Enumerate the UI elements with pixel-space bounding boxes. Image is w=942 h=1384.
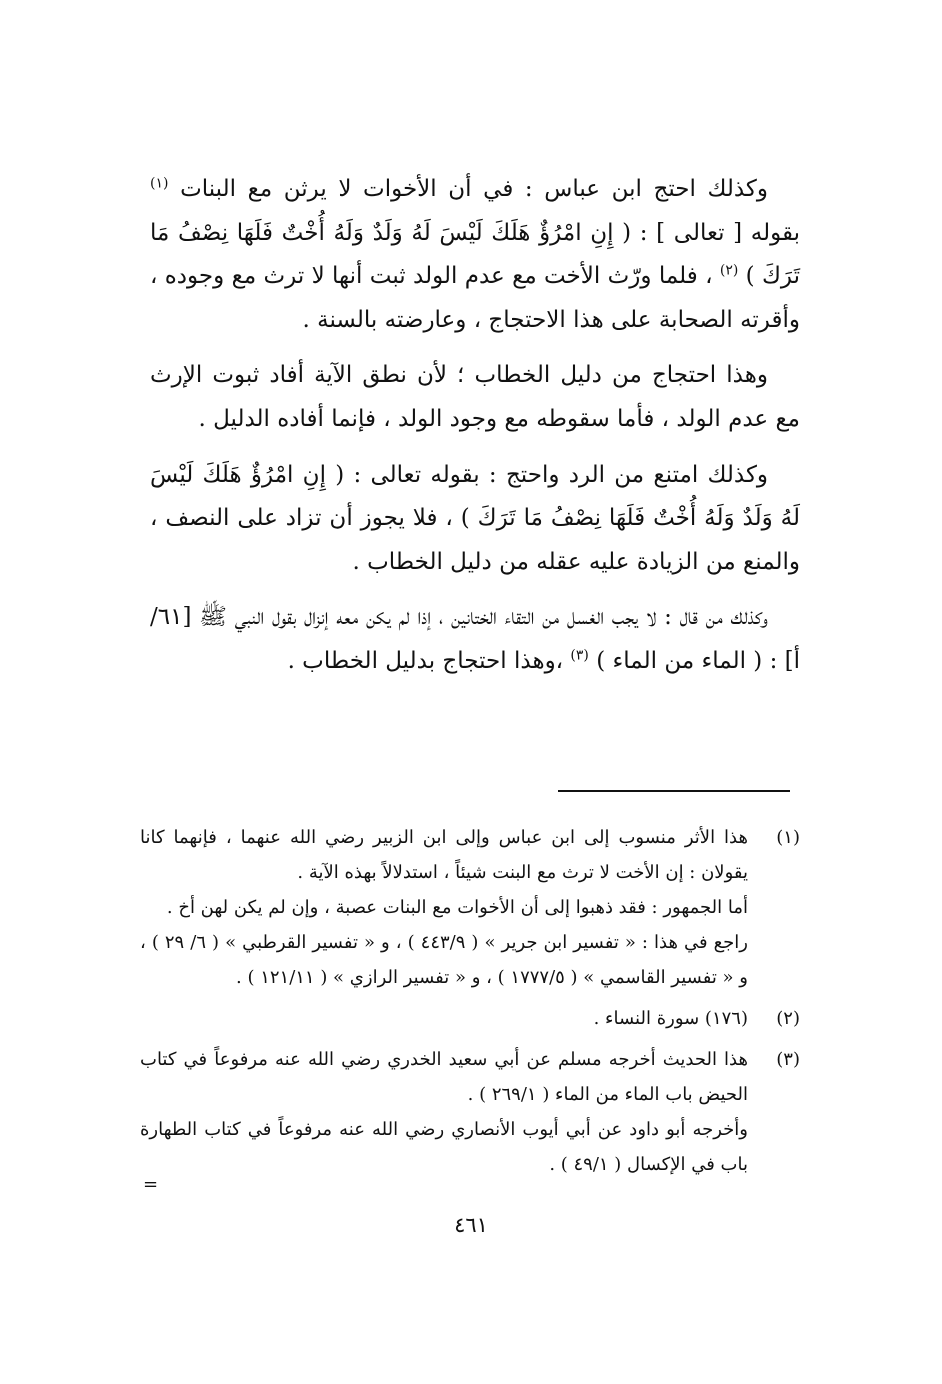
footnote-line: هذا الأثر منسوب إلى ابن عباس وإلى ابن الزبير رضي الله عنهما ، فإنهما كانا يقولان : إن الأخت لا ترث مع البنت شيئاً ، استدلالاً بهذه الآية .: [140, 827, 748, 883]
footnote-ref-3: (٣): [570, 647, 589, 664]
footnote-ref-2: (٢): [719, 262, 739, 279]
footnote-line: (١٧٦) سورة النساء .: [593, 1008, 748, 1029]
footnotes: [140, 820, 800, 1188]
footnote-1: [140, 820, 800, 995]
paragraph-2: وهذا احتجاج من دليل الخطاب ؛ لأن نطق الآية أفاد ثبوت الإرث مع عدم الولد ، فأما سقوطه مع وجود الولد ، فإنما أفاده الدليل .: [150, 362, 800, 432]
paragraph-1-text-continued: ، فلما ورّث الأخت مع عدم الولد ثبت أنها لا ترث مع وجوده ، وأقرته الصحابة على هذا الاحتجاج ، وعارضته بالسنة .: [150, 263, 800, 333]
footnote-line: هذا الحديث أخرجه مسلم عن أبي سعيد الخدري رضي الله عنه مرفوعاً في كتاب الحيض باب الماء من الماء ( ٢٦٩/١ ) .: [140, 1049, 748, 1105]
paragraph-1: [150, 168, 800, 342]
footnote-line: وأخرجه أبو داود عن أبي أيوب الأنصاري رضي الله عنه مرفوعاً في كتاب الطهارة باب في الإكسال ( ٤٩/١ ) .: [140, 1119, 748, 1175]
paragraph-4-text: وكذلك من قال : لا يجب الغسل من التقاء الختانين ، إذا لم يكن معه إنزال بقول النبي ﷺ [٦١/أ] : ( الماء من الماء ): [150, 604, 800, 674]
footnote-number: (٢): [776, 1008, 800, 1029]
footnote-number: (٣): [776, 1049, 800, 1070]
main-text: [150, 168, 800, 696]
paragraph-1-quran-quote: بقوله [ تعالى ] : ( إِنِ امْرُؤٌ هَلَكَ لَيْسَ لَهُ وَلَدٌ وَلَهُ أُخْتٌ فَلَهَا نِصْفُ مَا تَرَكَ ): [150, 219, 801, 290]
footnote-2: [140, 1001, 800, 1036]
footnote-number: (١): [776, 827, 800, 848]
footnote-3: [140, 1042, 800, 1182]
footnote-ref-1: (١): [150, 175, 169, 192]
paragraph-1-text: وكذلك احتج ابن عباس : في أن الأخوات لا يرثن مع البنات: [180, 176, 768, 202]
paragraph-4-text-continued: ،وهذا احتجاج بدليل الخطاب .: [287, 647, 564, 674]
paragraph-3: وكذلك امتنع من الرد واحتج : بقوله تعالى : ( إِنِ امْرُؤٌ هَلَكَ لَيْسَ لَهُ وَلَدٌ وَلَهُ أُخْتٌ فَلَهَا نِصْفُ مَا تَرَكَ ) ، فلا يجوز أن تزاد على النصف ، والمنع من الزيادة عليه عقله من دليل الخطاب .: [150, 461, 800, 575]
footnote-divider: [558, 790, 790, 792]
page-number: ٤٦١: [454, 1213, 488, 1237]
paragraph-4: [150, 596, 800, 683]
footnote-line: راجع في هذا : « تفسير ابن جرير » ( ٤٤٣/٩ ) ، و « تفسير القرطبي » ( ٦/ ٢٩ ) ، و « تفسير القاسمي » ( ١٧٧٧/٥ ) ، و « تفسير الرازي » ( ١٢١/١١ ) .: [140, 932, 748, 988]
footnote-line: أما الجمهور : فقد ذهبوا إلى أن الأخوات مع البنات عصبة ، وإن لم يكن لهن أخ .: [166, 897, 748, 918]
continuation-mark: =: [143, 1174, 159, 1195]
